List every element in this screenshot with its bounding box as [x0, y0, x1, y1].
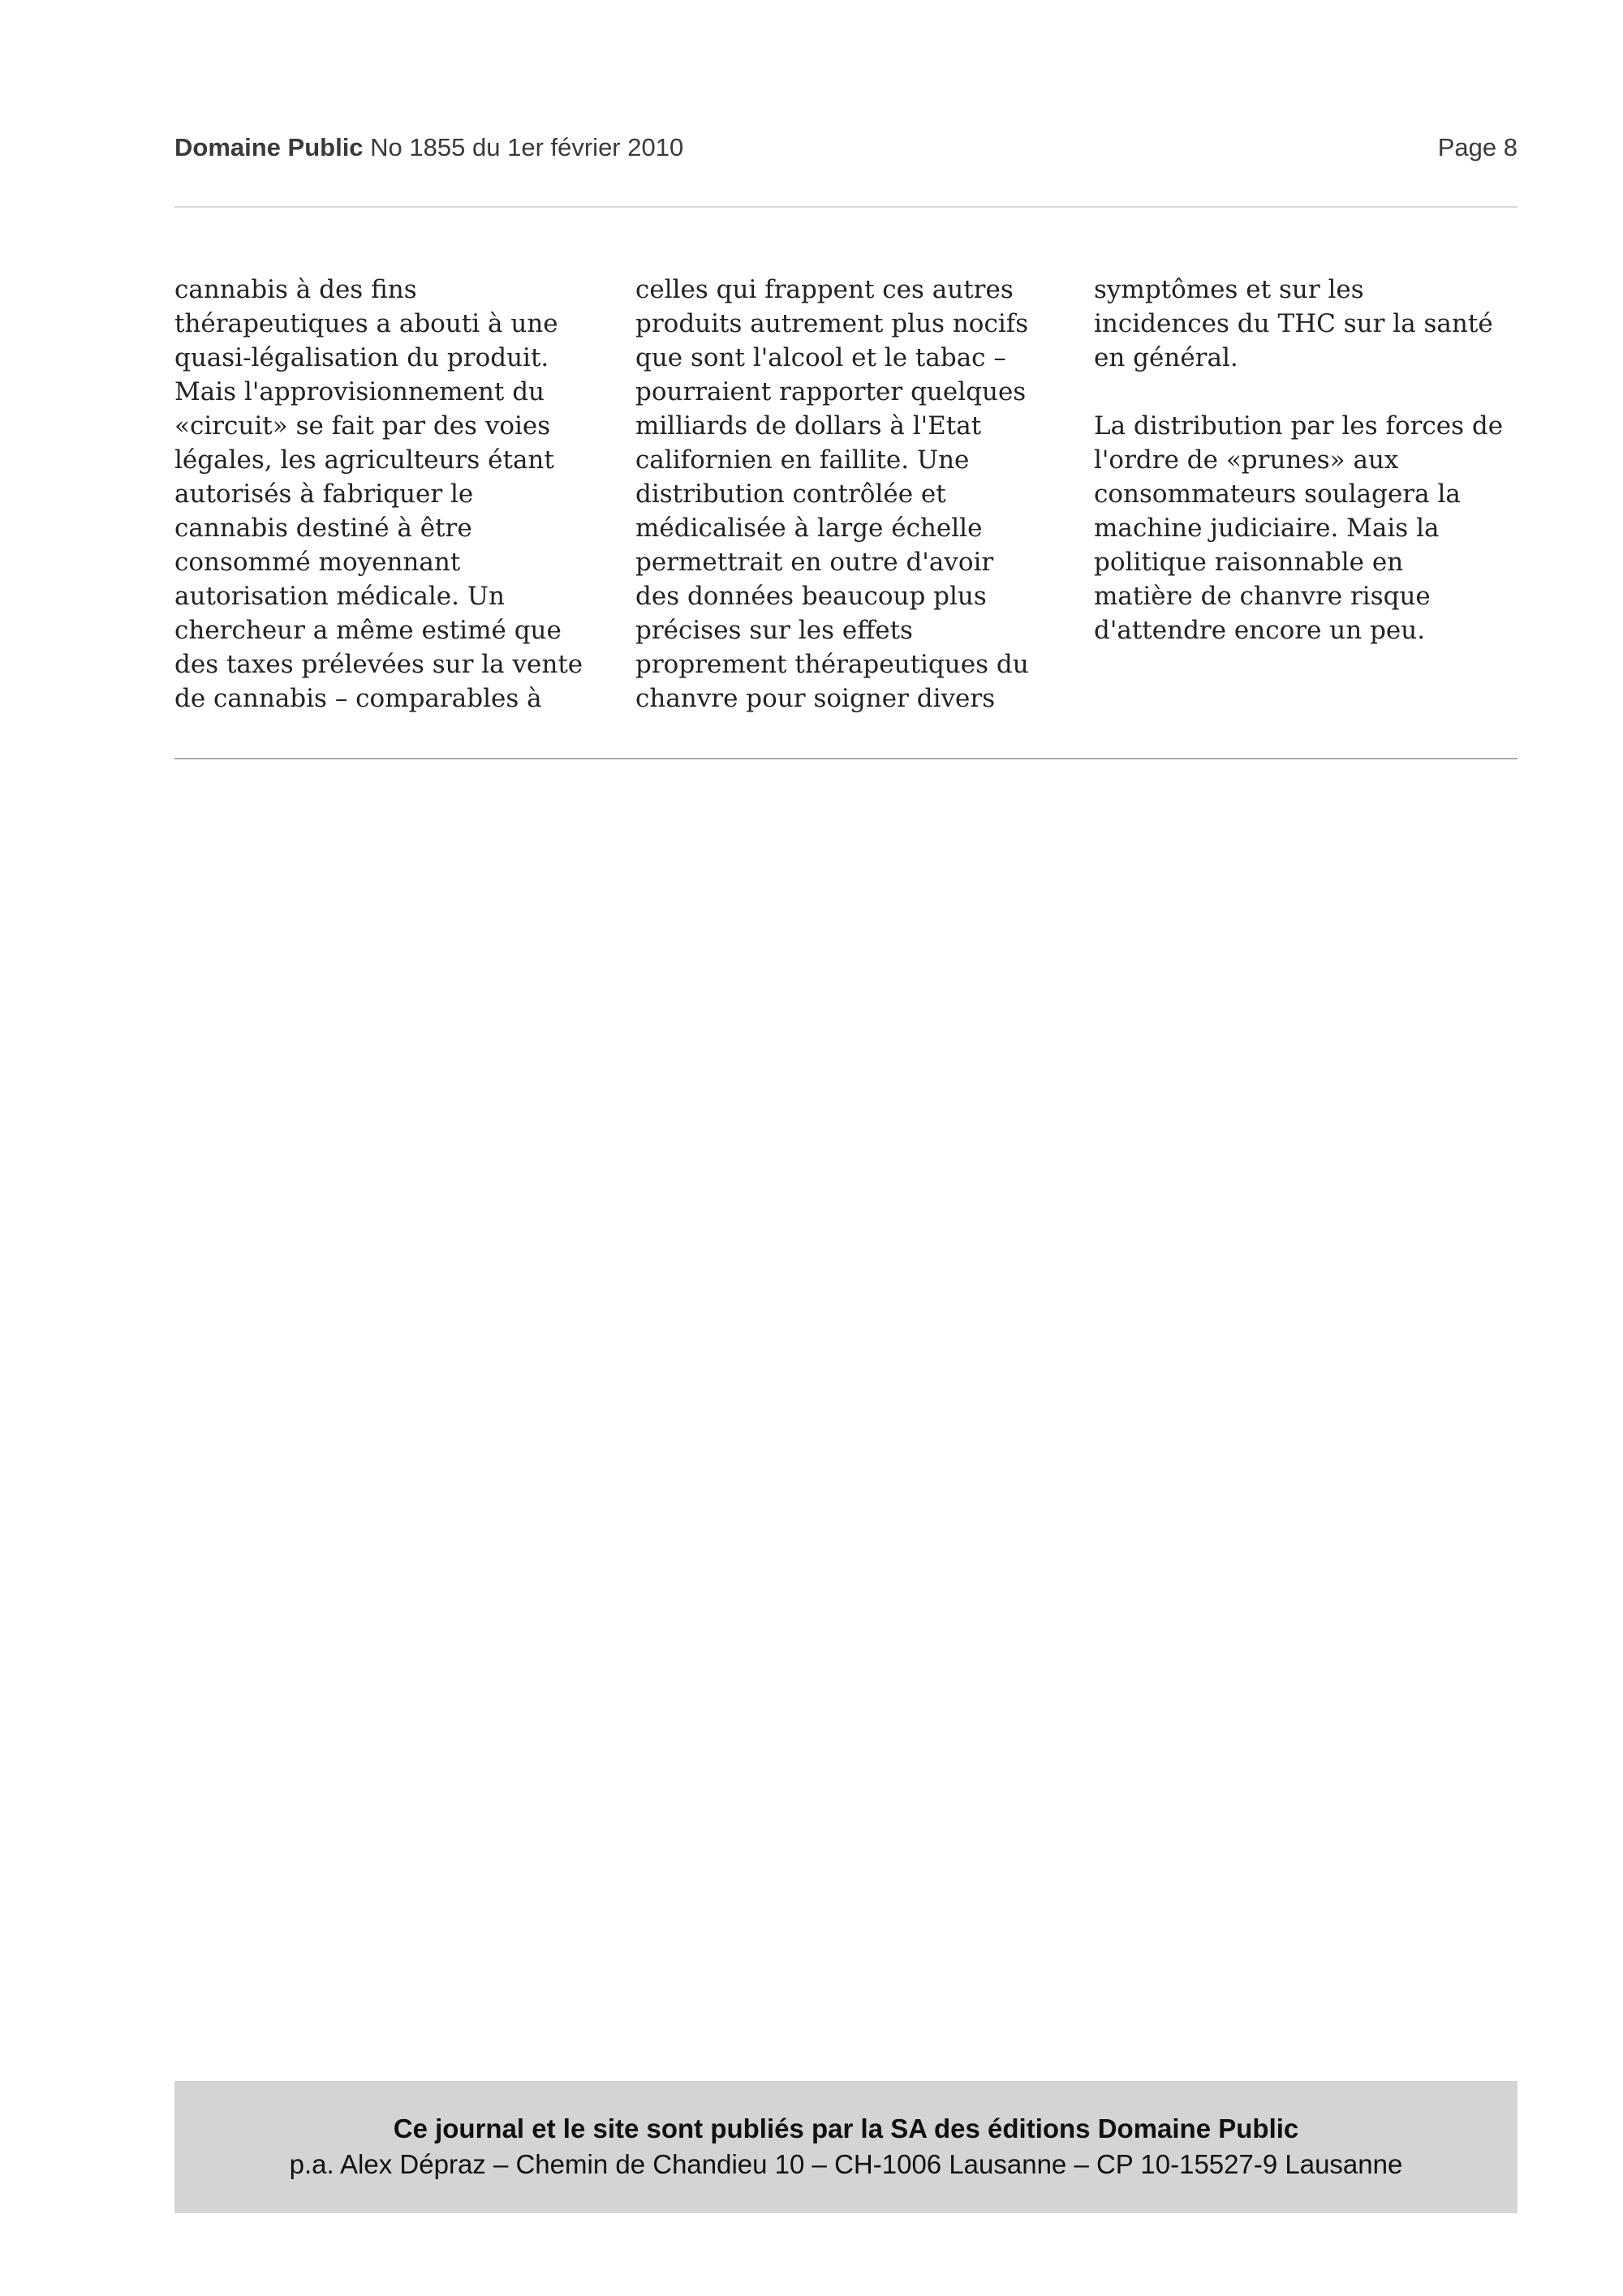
text-line: consommateurs soulagera la — [1094, 479, 1461, 509]
text-line: pourraient rapporter quelques — [635, 377, 1027, 406]
text-line: politique raisonnable en — [1094, 548, 1404, 577]
text-line: quasi-légalisation du produit. — [174, 343, 549, 372]
text-line: matière de chanvre risque — [1094, 582, 1431, 611]
text-line: légales, les agriculteurs étant — [174, 445, 554, 475]
text-line: milliards de dollars à l'Etat — [635, 411, 982, 441]
text-line: La distribution par les forces de — [1094, 411, 1504, 441]
text-line: d'attendre encore un peu. — [1094, 616, 1426, 645]
footer-address-line: p.a. Alex Dépraz – Chemin de Chandieu 10 – CH-1006 Lausanne – CP 10-15527-9 Lausanne — [289, 2149, 1403, 2179]
text-line: médicalisée à large échelle — [635, 514, 983, 543]
text-line: Mais l'approvisionnement du — [174, 377, 545, 406]
text-line: des données beaucoup plus — [635, 582, 987, 611]
text-line: produits autrement plus nocifs — [635, 309, 1029, 338]
text-line: machine judiciaire. Mais la — [1094, 514, 1440, 543]
page-number: Page 8 — [1437, 133, 1518, 161]
article-column-3 — [1094, 273, 1516, 681]
text-line: autorisation médicale. Un — [174, 582, 505, 611]
text-line: chanvre pour soigner divers — [635, 684, 996, 713]
text-line: en général. — [1094, 343, 1238, 372]
text-line: permettrait en outre d'avoir — [635, 548, 994, 577]
text-line: proprement thérapeutiques du — [635, 650, 1029, 679]
paragraph — [1094, 409, 1516, 647]
article-column-1 — [174, 273, 596, 750]
text-line: celles qui frappent ces autres — [635, 275, 1014, 304]
text-line: précises sur les effets — [635, 616, 913, 645]
paragraph — [1094, 273, 1516, 375]
text-line: californien en faillite. Une — [635, 445, 970, 475]
publication-name: Domaine Public — [174, 133, 364, 161]
text-line: autorisés à fabriquer le — [174, 479, 474, 509]
text-line: chercheur a même estimé que — [174, 616, 562, 645]
paragraph — [174, 273, 596, 716]
text-line: de cannabis – comparables à — [174, 684, 542, 713]
text-line: consommé moyennant — [174, 548, 461, 577]
article-end-divider — [174, 758, 1518, 759]
text-line: l'ordre de «prunes» aux — [1094, 445, 1399, 475]
paragraph — [635, 273, 1057, 716]
footer-publisher-line: Ce journal et le site sont publiés par la SA des éditions Domaine Public — [393, 2113, 1299, 2143]
text-line: thérapeutiques a abouti à une — [174, 309, 558, 338]
text-line: cannabis destiné à être — [174, 514, 472, 543]
issue-info: No 1855 du 1er février 2010 — [370, 133, 684, 161]
publisher-footer — [174, 2081, 1518, 2213]
text-line: distribution contrôlée et — [635, 479, 946, 509]
page-header — [174, 133, 1518, 169]
text-line: cannabis à des fins — [174, 275, 417, 304]
header-divider — [174, 206, 1518, 208]
text-line: des taxes prélevées sur la vente — [174, 650, 583, 679]
text-line: symptômes et sur les — [1094, 275, 1364, 304]
article-column-2 — [635, 273, 1057, 750]
text-line: que sont l'alcool et le tabac – — [635, 343, 1006, 372]
text-line: incidences du THC sur la santé — [1094, 309, 1493, 338]
text-line: «circuit» se fait par des voies — [174, 411, 551, 441]
